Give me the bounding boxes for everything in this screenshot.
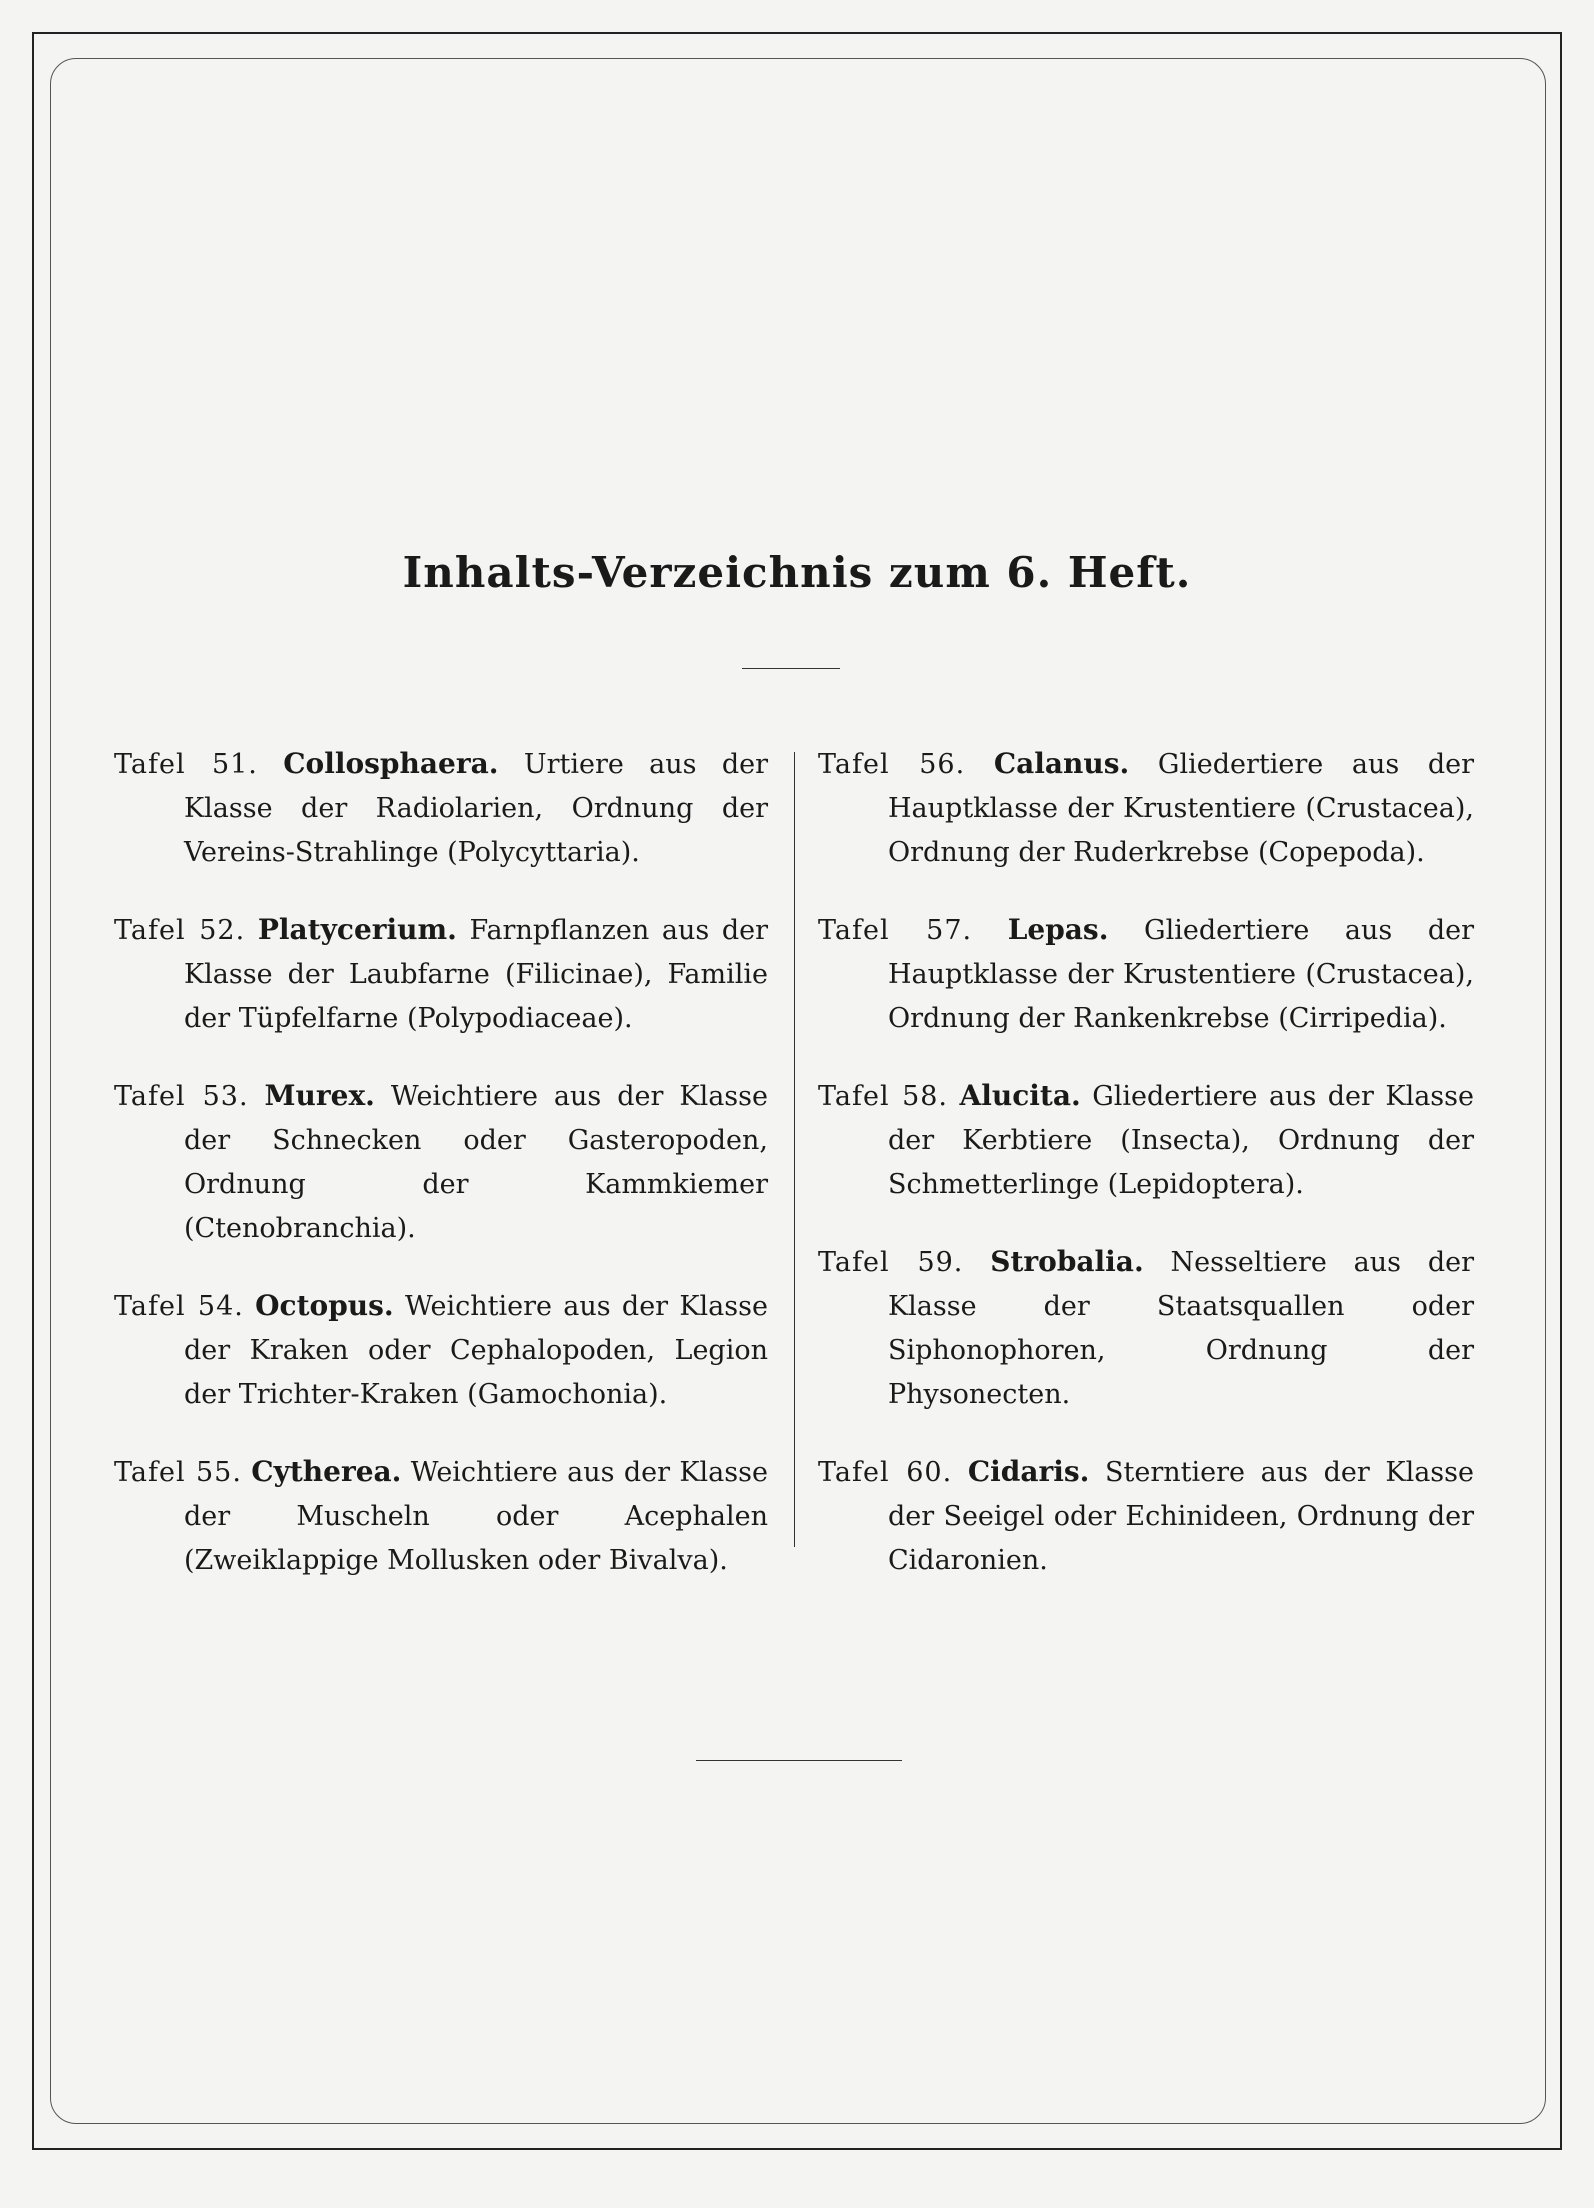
entry-plate-number: Tafel 52. — [114, 915, 246, 946]
toc-entry-tafel-52 — [114, 908, 768, 1041]
entry-description: Sterntiere aus der Klasse der Seeigel oder Echinideen, Ordnung der Cidaronien. — [888, 1457, 1475, 1576]
toc-entry-tafel-55 — [114, 1450, 768, 1583]
entry-description: Gliedertiere aus der Hauptklasse der Krustentiere (Crustacea), Ordnung der Ruderkrebse (Copepoda). — [888, 749, 1475, 868]
entry-description: Weichtiere aus der Klasse der Kraken oder Cephalopoden, Legion der Trichter-Kraken (Gamochonia). — [184, 1291, 768, 1410]
entry-plate-number: Tafel 55. — [114, 1457, 242, 1488]
entry-genus-name: Alucita. — [959, 1079, 1081, 1112]
right-column — [818, 742, 1474, 1616]
entry-description: Gliedertiere aus der Hauptklasse der Krustentiere (Crustacea), Ordnung der Rankenkrebse (Cirripedia). — [888, 915, 1474, 1034]
entry-plate-number: Tafel 53. — [114, 1081, 249, 1112]
toc-entry-tafel-60 — [818, 1450, 1474, 1583]
entry-plate-number: Tafel 57. — [818, 915, 973, 946]
entry-plate-number: Tafel 58. — [818, 1081, 949, 1112]
entry-genus-name: Strobalia. — [990, 1245, 1144, 1278]
entry-plate-number: Tafel 51. — [114, 749, 258, 780]
toc-entry-tafel-57 — [818, 908, 1474, 1041]
bottom-rule — [696, 1760, 902, 1761]
column-divider — [794, 752, 795, 1547]
entry-genus-name: Platycerium. — [257, 913, 457, 946]
entry-genus-name: Calanus. — [993, 747, 1130, 780]
entry-description: Weichtiere aus der Klasse der Schnecken oder Gasteropoden, Ordnung der Kammkiemer (Ctenobranchia). — [184, 1081, 768, 1244]
page-title: Inhalts-Verzeichnis zum 6. Heft. — [402, 548, 1192, 597]
toc-entry-tafel-53 — [114, 1074, 768, 1251]
entry-genus-name: Collosphaera. — [283, 747, 499, 780]
entry-description: Gliedertiere aus der Klasse der Kerbtiere (Insecta), Ordnung der Schmetterlinge (Lepidoptera). — [888, 1081, 1474, 1200]
toc-entry-tafel-59 — [818, 1240, 1474, 1417]
entry-genus-name: Octopus. — [255, 1289, 394, 1322]
entry-genus-name: Cidaris. — [967, 1455, 1090, 1488]
toc-entry-tafel-51 — [114, 742, 768, 875]
left-column — [114, 742, 768, 1616]
entry-plate-number: Tafel 59. — [818, 1247, 964, 1278]
entry-plate-number: Tafel 60. — [818, 1457, 953, 1488]
entry-plate-number: Tafel 56. — [818, 749, 966, 780]
entry-genus-name: Murex. — [264, 1079, 375, 1112]
entry-plate-number: Tafel 54. — [114, 1291, 244, 1322]
entry-description: Nesseltiere aus der Klasse der Staatsquallen oder Siphonophoren, Ordnung der Physonecten. — [888, 1247, 1474, 1410]
entry-description: Urtiere aus der Klasse der Radiolarien, Ordnung der Vereins-Strahlinge (Polycyttaria). — [184, 749, 769, 868]
entry-genus-name: Lepas. — [1007, 913, 1109, 946]
entry-description: Farnpflanzen aus der Klasse der Laubfarne (Filicinae), Familie der Tüpfelfarne (Polypodiaceae). — [184, 915, 769, 1034]
title-underline-rule — [742, 668, 840, 669]
toc-entry-tafel-56 — [818, 742, 1474, 875]
toc-entry-tafel-58 — [818, 1074, 1474, 1207]
entry-description: Weichtiere aus der Klasse der Muscheln oder Acephalen (Zweiklappige Mollusken oder Bivalva). — [184, 1457, 768, 1576]
toc-entry-tafel-54 — [114, 1284, 768, 1417]
entry-genus-name: Cytherea. — [251, 1455, 402, 1488]
